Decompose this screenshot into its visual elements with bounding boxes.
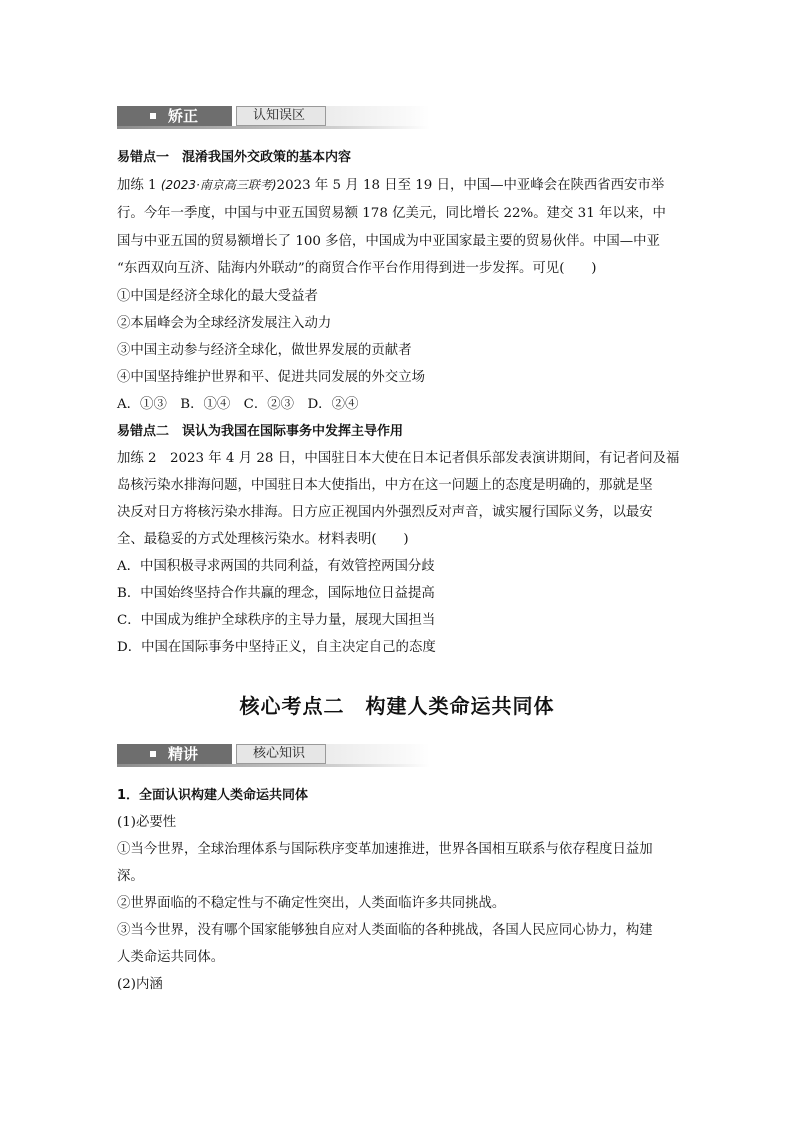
q2-line-3: 决反对日方将核污染水排海。日方应正视国内外强烈反对声音，诚实履行国际义务，以最安 [117,505,653,520]
q1-number: 加练 1 [117,178,157,193]
q1-source: (2023·南京高三联考) [160,178,277,192]
q2-choice-b: B．中国始终坚持合作共赢的理念，国际地位日益提高 [117,586,435,601]
q2-choice-a: A．中国积极寻求两国的共同利益，有效管控两国分歧 [117,559,435,574]
q2-line-4: 全、最稳妥的方式处理核污染水。材料表明( ) [117,532,409,547]
header-fade [326,744,430,764]
q2-line-1: 加练 2 2023 年 4 月 28 日，中国驻日本大使在日本记者俱乐部发表演讲期间，有记者问及福 [117,451,680,466]
section-subtag: 认知误区 [236,106,326,126]
section-tag: 精讲 [117,744,232,764]
body-heading-3: (2)内涵 [117,977,163,992]
square-bullet-icon [150,751,156,757]
section-subtag: 核心知识 [236,744,326,764]
section-tag: 矫正 [117,106,232,126]
header-fade [326,106,430,126]
q1-line-4: “东西双向互济、陆海内外联动”的商贸合作平台作用得到进一步发挥。可见( ) [117,261,597,276]
body-para-2: ②世界面临的不稳定性与不确定性突出，人类面临许多共同挑战。 [117,896,506,911]
header-underline [117,126,430,129]
q1-line-3: 国与中亚五国的贸易额增长了 100 多倍，中国成为中亚国家最主要的贸易伙伴。中国—中亚 [117,234,660,249]
q2-choice-c: C．中国成为维护全球秩序的主导力量，展现大国担当 [117,613,436,628]
body-para-1a: ①当今世界，全球治理体系与国际秩序变革加速推进，世界各国相互联系与依存程度日益加 [117,842,653,857]
header-underline [117,764,430,767]
main-title: 核心考点二 构建人类命运共同体 [239,694,555,718]
q1-option-1: ①中国是经济全球化的最大受益者 [117,289,318,304]
q1-choices: A．①③ B．①④ C．②③ D．②④ [117,397,359,412]
section-header-lecture [117,744,430,767]
body-para-3a: ③当今世界，没有哪个国家能够独自应对人类面临的各种挑战，各国人民应同心协力，构建 [117,923,653,938]
section-header-correction [117,106,430,129]
body-para-1b: 深。 [117,869,144,884]
q1-option-2: ②本届峰会为全球经济发展注入动力 [117,316,332,331]
q1-line-2: 行。今年一季度，中国与中亚五国贸易额 178 亿美元，同比增长 22%。建交 31 年以来，中 [117,206,666,221]
q1-option-4: ④中国坚持维护世界和平、促进共同发展的外交立场 [117,370,425,385]
body-heading-1: 1．全面认识构建人类命运共同体 [117,788,309,803]
q2-choice-d: D．中国在国际事务中坚持正义，自主决定自己的态度 [117,640,436,655]
q1-line-1: 加练 1 (2023·南京高三联考)2023 年 5 月 18 日至 19 日，中国—中亚峰会在陕西省西安市举 [117,178,665,193]
error-point-2: 易错点二 误认为我国在国际事务中发挥主导作用 [117,424,404,439]
q1-option-3: ③中国主动参与经济全球化，做世界发展的贡献者 [117,343,412,358]
square-bullet-icon [150,113,156,119]
q2-line-2: 岛核污染水排海问题，中国驻日本大使指出，中方在这一问题上的态度是明确的，那就是坚 [117,478,653,493]
body-para-3b: 人类命运共同体。 [117,950,225,965]
error-point-1: 易错点一 混淆我国外交政策的基本内容 [117,150,352,165]
body-heading-2: (1)必要性 [117,815,177,830]
